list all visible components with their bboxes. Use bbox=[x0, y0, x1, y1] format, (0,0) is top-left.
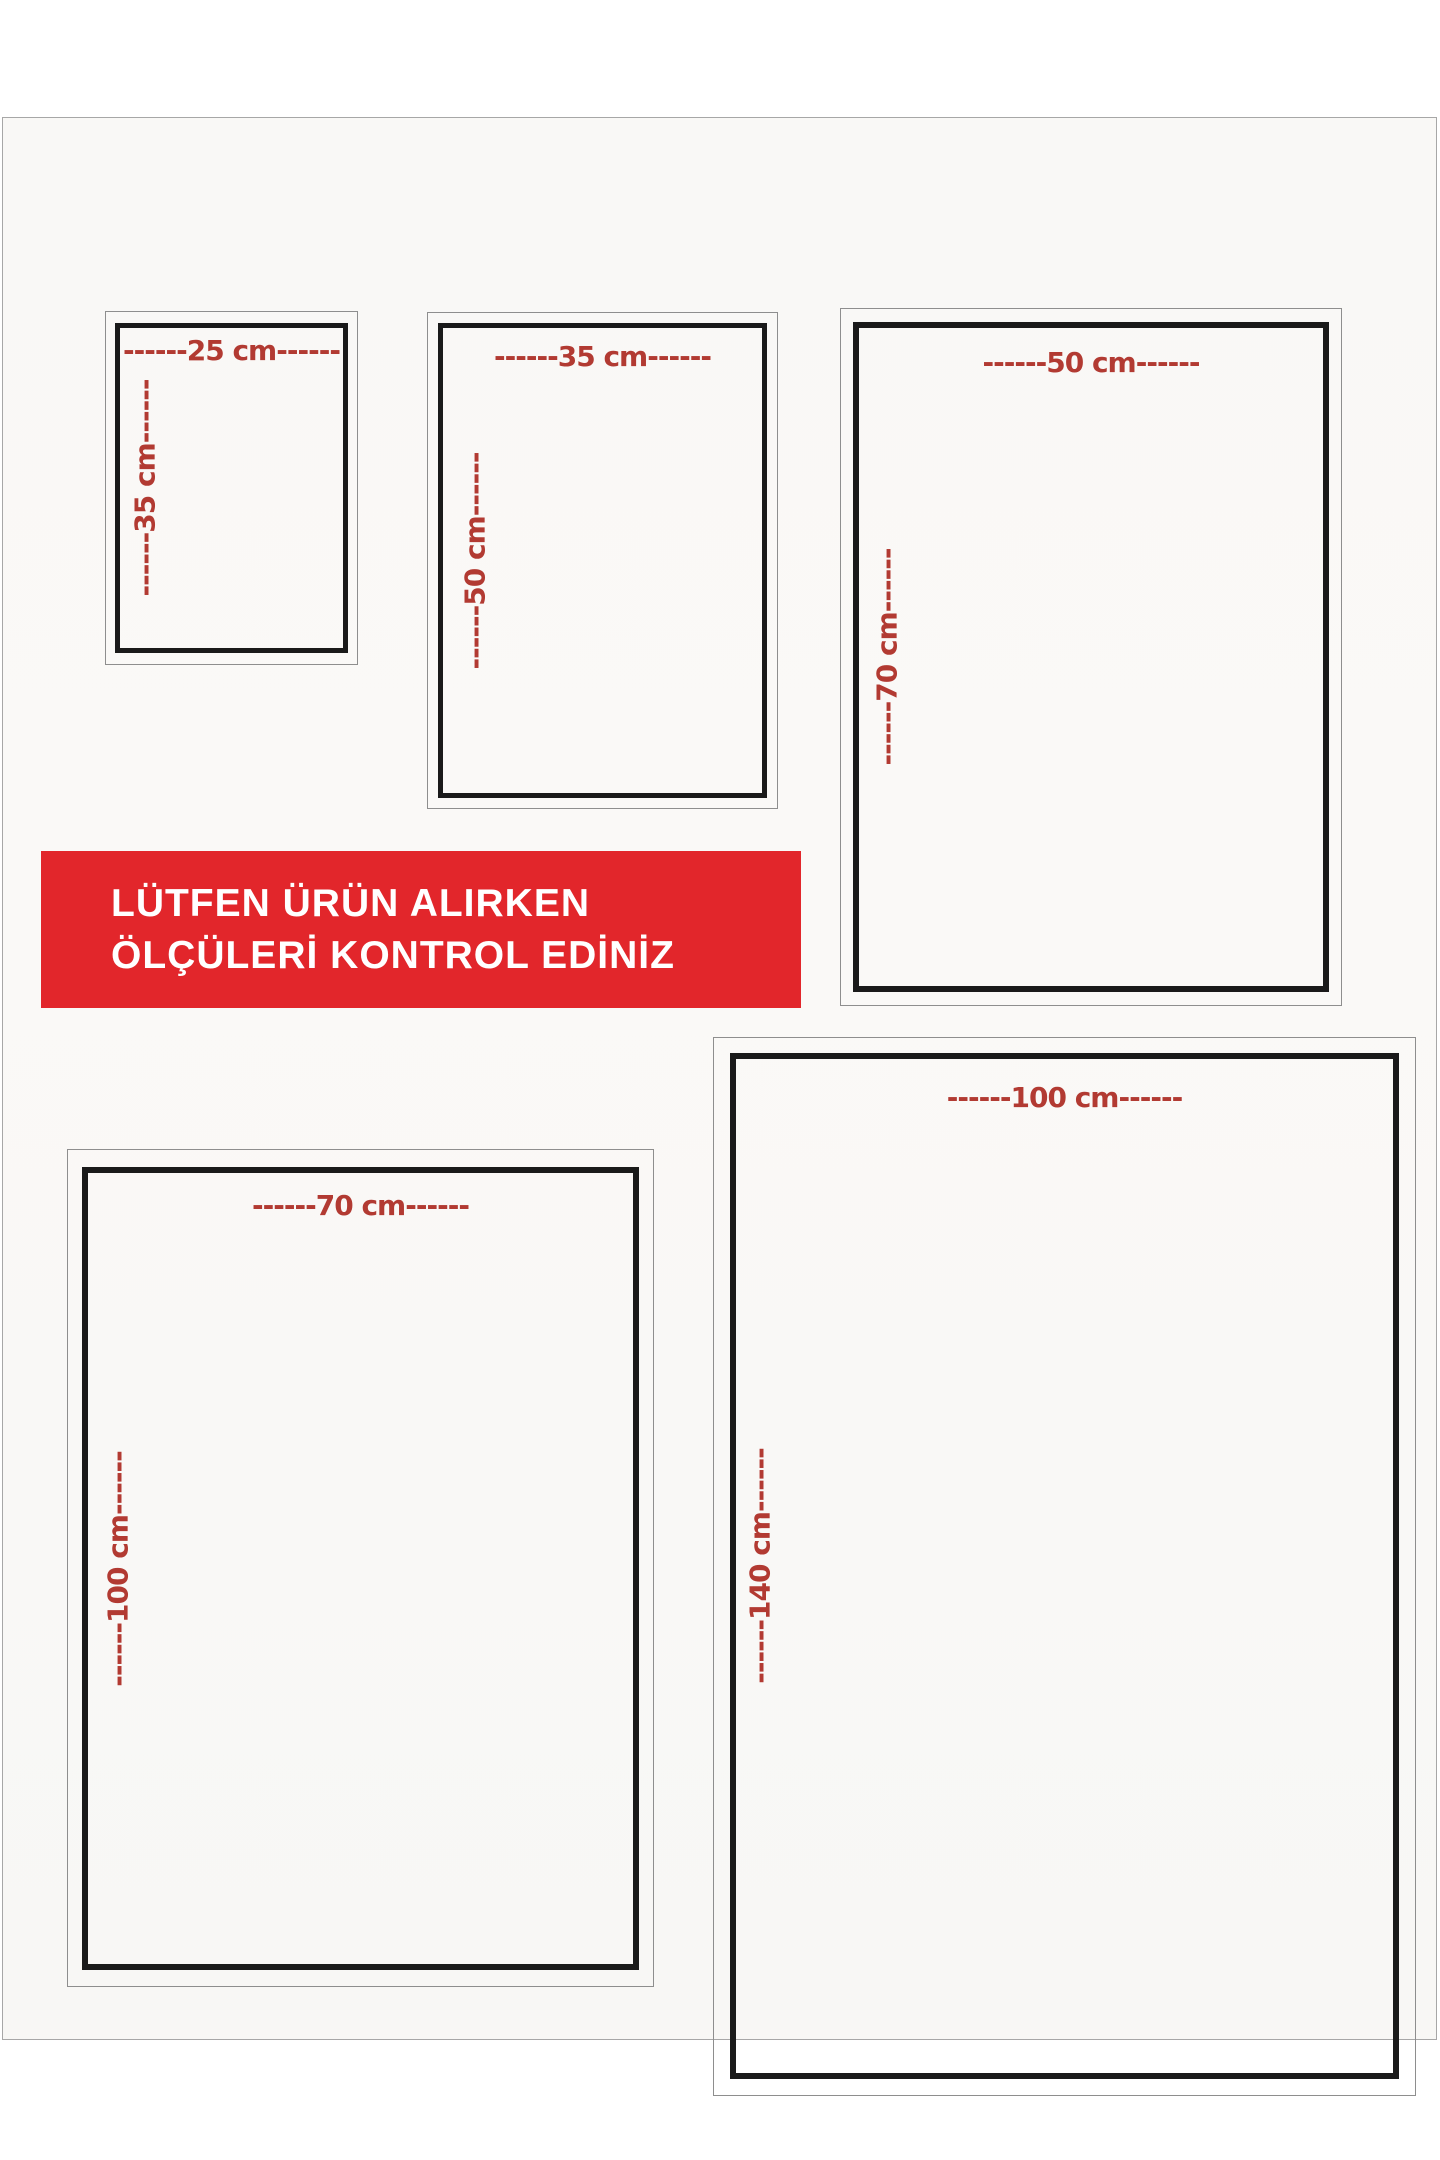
size-box-70x100-frame bbox=[82, 1167, 639, 1970]
photo-background bbox=[2, 117, 1437, 2040]
size-box-50x70 bbox=[840, 308, 1342, 1006]
size-box-70x100 bbox=[67, 1149, 654, 1987]
width-label-35cm: ------35 cm------ bbox=[494, 340, 711, 373]
notice-banner bbox=[41, 851, 801, 1008]
notice-banner-line2: ÖLÇÜLERİ KONTROL EDİNİZ bbox=[111, 933, 675, 977]
size-box-100x140 bbox=[713, 1037, 1416, 2096]
height-label-35cm: ------35 cm------ bbox=[128, 379, 162, 597]
width-label-50cm: ------50 cm------ bbox=[982, 346, 1200, 379]
width-label-25cm: ------25 cm------ bbox=[123, 334, 340, 367]
size-box-35x50-frame bbox=[438, 323, 767, 798]
height-label-140cm: ------140 cm------ bbox=[743, 1448, 777, 1684]
width-label-100cm: ------100 cm------ bbox=[946, 1081, 1183, 1114]
size-box-100x140-frame bbox=[730, 1053, 1399, 2079]
height-label-50cm: ------50 cm------ bbox=[458, 452, 492, 669]
notice-banner-line1: LÜTFEN ÜRÜN ALIRKEN bbox=[111, 881, 591, 925]
size-box-35x50 bbox=[427, 312, 778, 809]
width-label-70cm: ------70 cm------ bbox=[252, 1189, 469, 1222]
size-box-25x35 bbox=[105, 311, 358, 665]
height-label-70cm: ------70 cm------ bbox=[870, 548, 904, 766]
size-box-25x35-frame bbox=[115, 323, 348, 653]
size-box-50x70-frame bbox=[853, 322, 1329, 992]
height-label-100cm: ------100 cm------ bbox=[101, 1450, 135, 1687]
